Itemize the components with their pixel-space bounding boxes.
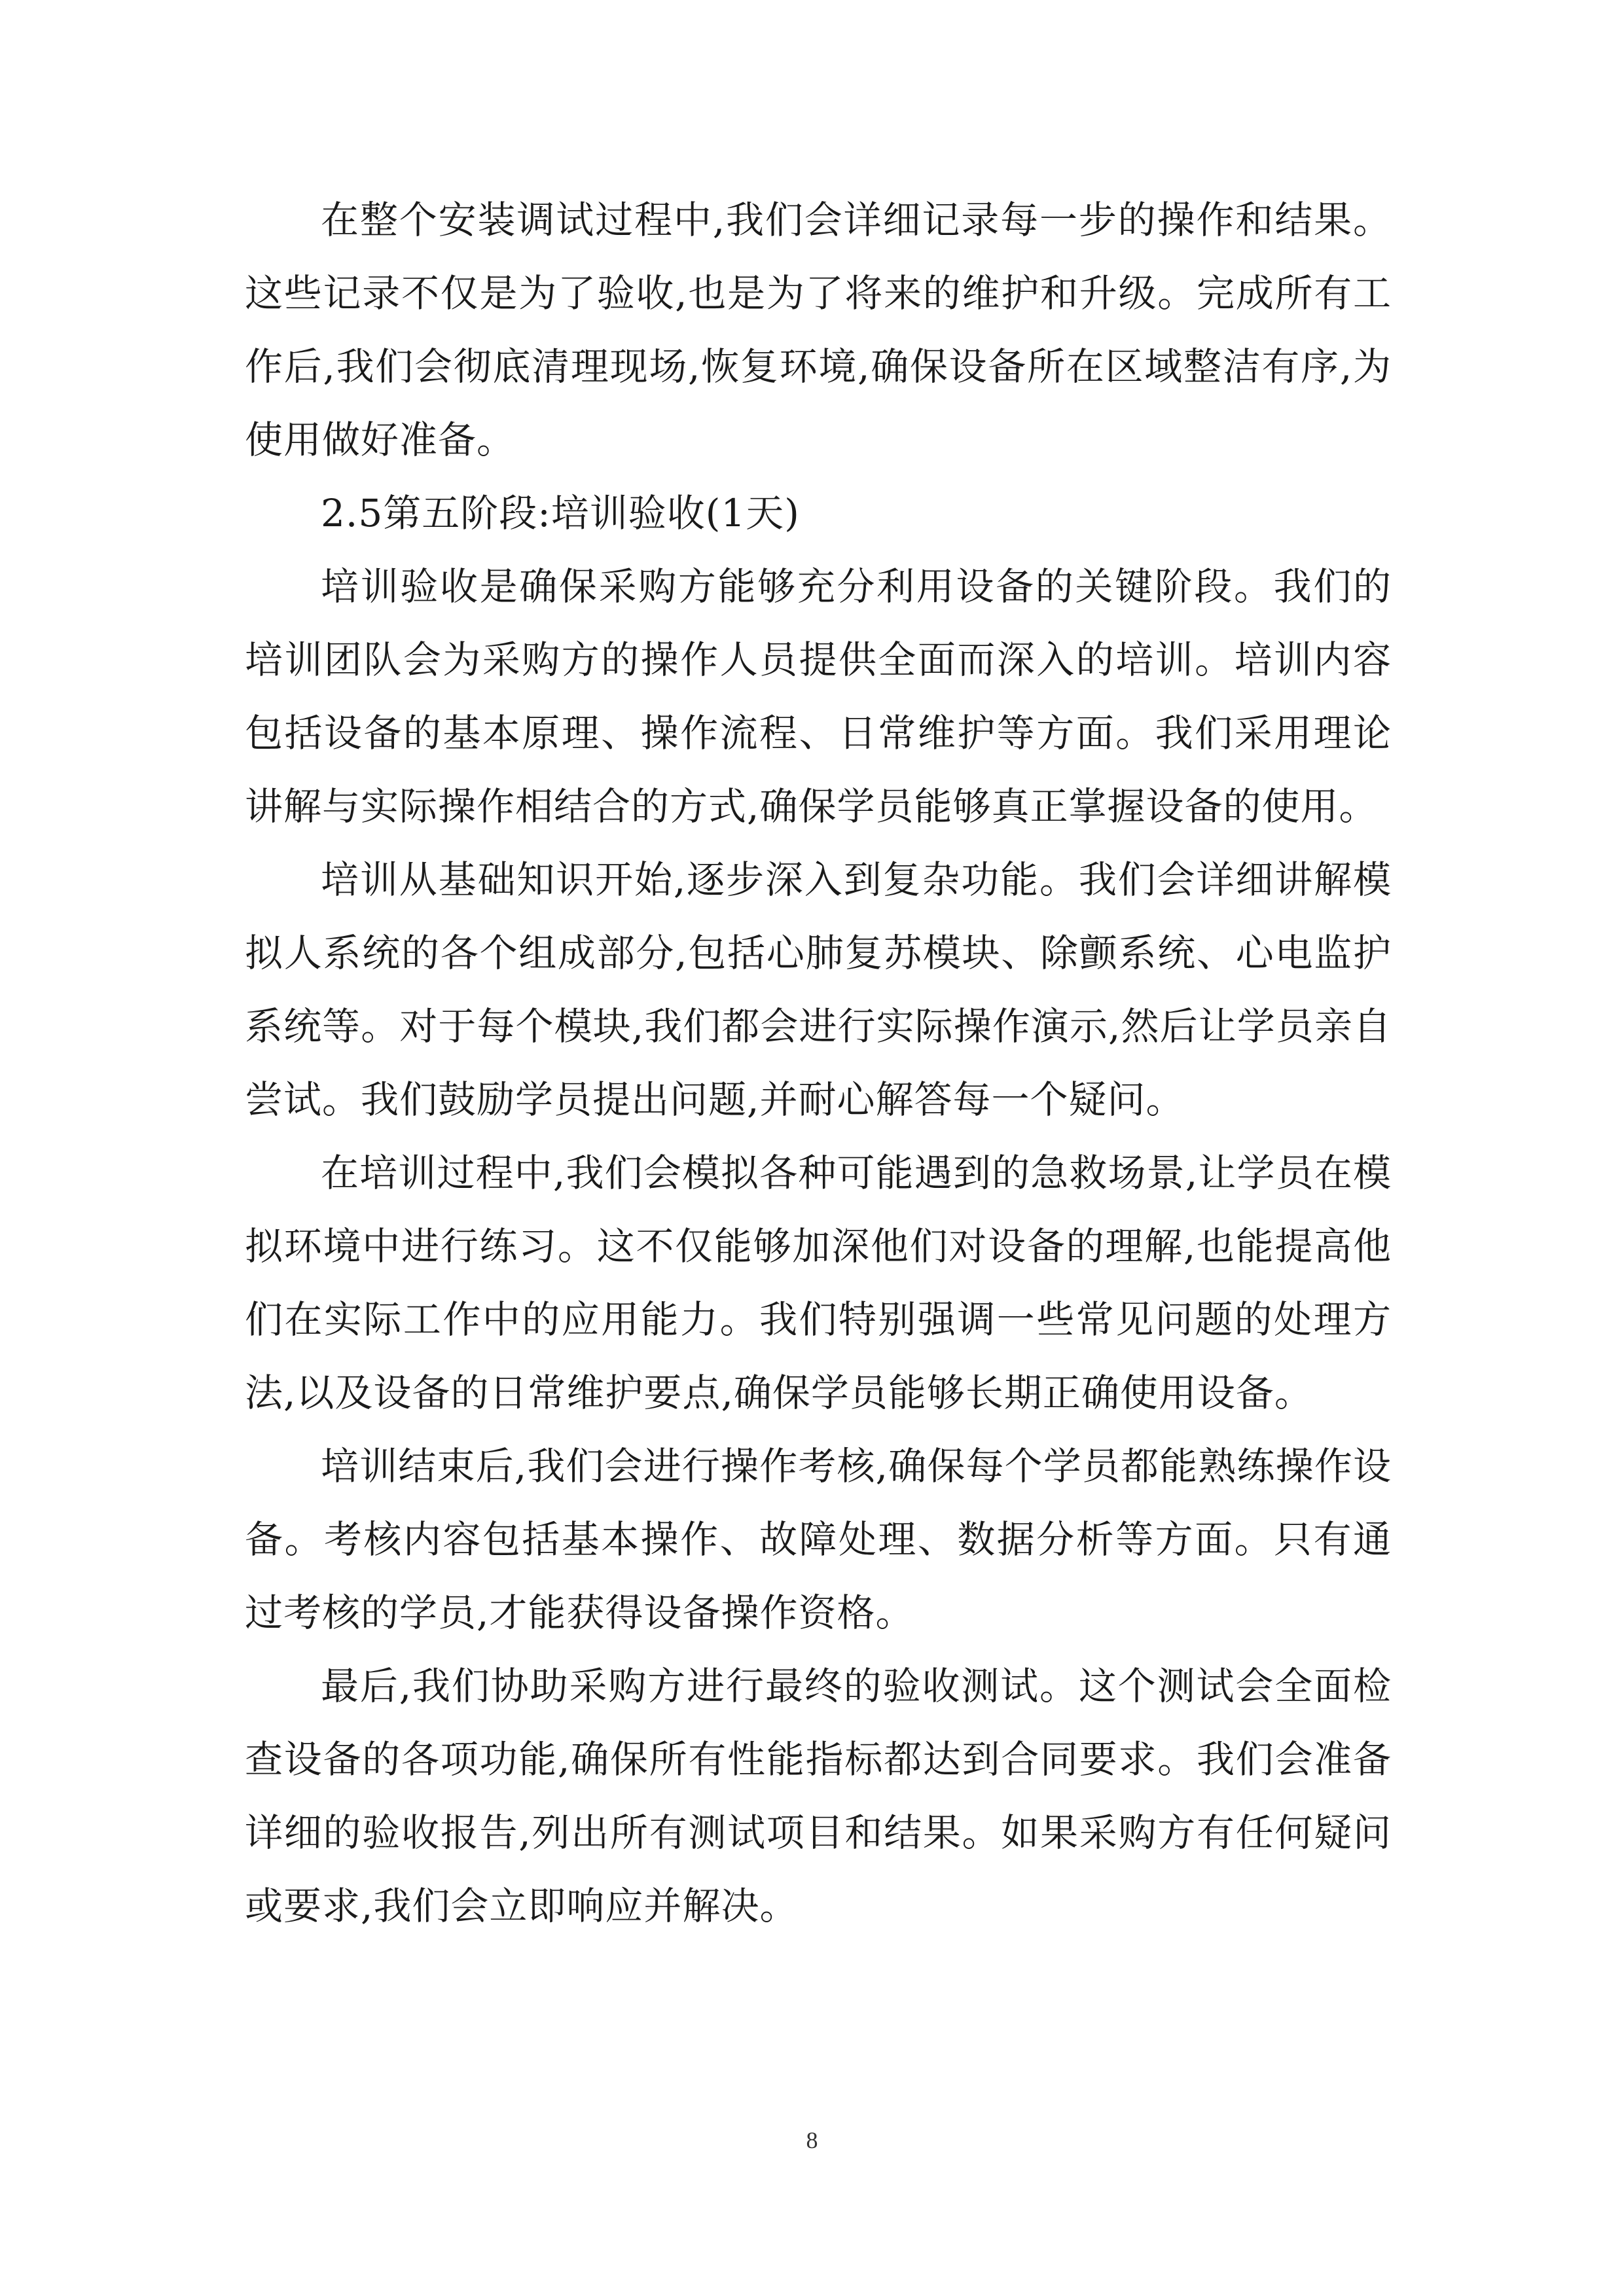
paragraph-acceptance-test: 最后,我们协助采购方进行最终的验收测试。这个测试会全面检查设备的各项功能,确保所有性能指标都达到合同要求。我们会准备详细的验收报告,列出所有测试项目和结果。如果采购方有任何疑问或要求,我们会立即响应并解决。 — [245, 1664, 1392, 1928]
paragraph-installation-records: 在整个安装调试过程中,我们会详细记录每一步的操作和结果。这些记录不仅是为了验收,也是为了将来的维护和升级。完成所有工作后,我们会彻底清理现场,恢复环境,确保设备所在区域整洁有序,为使用做好准备。 — [245, 198, 1392, 462]
page-body — [245, 183, 1392, 1943]
paragraph-training-simulation: 在培训过程中,我们会模拟各种可能遇到的急救场景,让学员在模拟环境中进行练习。这不仅能够加深他们对设备的理解,也能提高他们在实际工作中的应用能力。我们特别强调一些常见问题的处理方法,以及设备的日常维护要点,确保学员能够长期正确使用设备。 — [245, 1151, 1392, 1415]
page-number: 8 — [806, 2127, 818, 2153]
paragraph-assessment: 培训结束后,我们会进行操作考核,确保每个学员都能熟练操作设备。考核内容包括基本操作、故障处理、数据分析等方面。只有通过考核的学员,才能获得设备操作资格。 — [245, 1444, 1392, 1635]
paragraph-training-overview: 培训验收是确保采购方能够充分利用设备的关键阶段。我们的培训团队会为采购方的操作人员提供全面而深入的培训。培训内容包括设备的基本原理、操作流程、日常维护等方面。我们采用理论讲解与实际操作相结合的方式,确保学员能够真正掌握设备的使用。 — [245, 564, 1392, 829]
paragraph-training-content: 培训从基础知识开始,逐步深入到复杂功能。我们会详细讲解模拟人系统的各个组成部分,包括心肺复苏模块、除颤系统、心电监护系统等。对于每个模块,我们都会进行实际操作演示,然后让学员亲自尝试。我们鼓励学员提出问题,并耐心解答每一个疑问。 — [245, 857, 1392, 1122]
section-heading-training-acceptance: 2.5第五阶段:培训验收(1天) — [321, 491, 800, 535]
